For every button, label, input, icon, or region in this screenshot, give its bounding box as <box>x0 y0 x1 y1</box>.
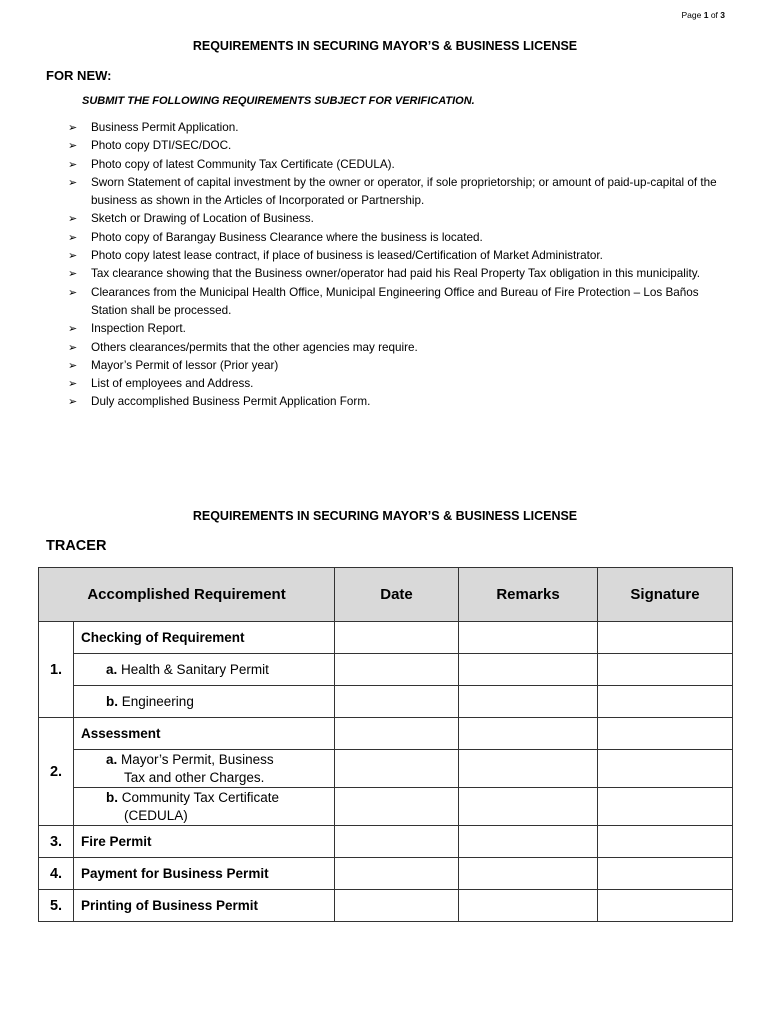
arrow-bullet-icon: ➢ <box>68 122 78 134</box>
remarks-cell[interactable] <box>459 622 598 654</box>
sub-requirement-cell: a. Health & Sanitary Permit <box>74 654 335 686</box>
list-item: ➢ Clearances from the Municipal Health Office, Municipal Engineering Office and Bureau of Fire Protection – Los Baños Station shall be processed. <box>68 285 699 317</box>
arrow-bullet-icon: ➢ <box>68 213 78 226</box>
remarks-cell[interactable] <box>459 788 598 826</box>
header-signature: Signature <box>598 568 733 622</box>
signature-cell[interactable] <box>598 750 733 788</box>
arrow-bullet-icon: ➢ <box>68 378 78 391</box>
list-item: ➢ Tax clearance showing that the Business owner/operator had paid his Real Property Tax obligation in this municipality. <box>68 265 728 283</box>
for-new-heading: FOR NEW: <box>46 68 112 83</box>
row-number: 5. <box>39 890 74 922</box>
arrow-bullet-icon: ➢ <box>68 158 78 171</box>
date-cell[interactable] <box>335 622 459 654</box>
requirement-cell: Checking of Requirement <box>74 622 335 654</box>
arrow-bullet-icon: ➢ <box>68 176 78 189</box>
tracer-section-title: REQUIREMENTS IN SECURING MAYOR’S & BUSINESS LICENSE <box>192 509 578 523</box>
document-title: REQUIREMENTS IN SECURING MAYOR’S & BUSINESS LICENSE <box>192 39 578 53</box>
requirement-cell: Printing of Business Permit <box>74 890 335 922</box>
list-item: ➢ Sketch or Drawing of Location of Business. <box>68 210 728 228</box>
arrow-bullet-icon: ➢ <box>68 140 78 153</box>
list-item: ➢ Business Permit Application. <box>68 119 728 137</box>
requirement-cell: Fire Permit <box>74 826 335 858</box>
signature-cell[interactable] <box>598 858 733 890</box>
date-cell[interactable] <box>335 858 459 890</box>
requirement-cell: Assessment <box>74 718 335 750</box>
list-item: ➢ Photo copy latest lease contract, if place of business is leased/Certification of Market Administrator. <box>68 247 728 265</box>
arrow-bullet-icon: ➢ <box>68 268 78 281</box>
table-header-row <box>39 568 733 622</box>
list-item: ➢ List of employees and Address. <box>68 375 728 393</box>
list-item: ➢ Photo copy DTI/SEC/DOC. <box>68 137 728 155</box>
header-date: Date <box>335 568 459 622</box>
tracer-table <box>38 567 733 922</box>
arrow-bullet-icon: ➢ <box>68 323 78 336</box>
arrow-bullet-icon: ➢ <box>68 286 78 299</box>
remarks-cell[interactable] <box>459 718 598 750</box>
signature-cell[interactable] <box>598 890 733 922</box>
row-number: 4. <box>39 858 74 890</box>
list-item: ➢ Duly accomplished Business Permit Application Form. <box>68 393 728 411</box>
header-accomplished-requirement: Accomplished Requirement <box>39 568 335 622</box>
list-item: ➢ Photo copy of Barangay Business Clearance where the business is located. <box>68 229 728 247</box>
table-row <box>39 686 733 718</box>
remarks-cell[interactable] <box>459 826 598 858</box>
date-cell[interactable] <box>335 654 459 686</box>
table-row <box>39 718 733 750</box>
list-item: ➢ Mayor’s Permit of lessor (Prior year) <box>68 357 728 375</box>
tracer-heading: TRACER <box>46 538 107 554</box>
signature-cell[interactable] <box>598 686 733 718</box>
arrow-bullet-icon: ➢ <box>68 250 78 263</box>
table-row <box>39 858 733 890</box>
sub-requirement-cell: b. Community Tax Certificate (CEDULA) <box>74 788 335 826</box>
table-row <box>39 654 733 686</box>
table-row <box>39 622 733 654</box>
signature-cell[interactable] <box>598 622 733 654</box>
sub-requirement-cell: a. Mayor’s Permit, Business Tax and other Charges. <box>74 750 335 788</box>
header-remarks: Remarks <box>459 568 598 622</box>
remarks-cell[interactable] <box>459 750 598 788</box>
table-row <box>39 826 733 858</box>
remarks-cell[interactable] <box>459 686 598 718</box>
arrow-bullet-icon: ➢ <box>68 231 78 244</box>
list-item: ➢ Inspection Report. <box>68 320 728 338</box>
signature-cell[interactable] <box>598 826 733 858</box>
list-item: ➢ Others clearances/permits that the other agencies may require. <box>68 339 728 357</box>
row-number: 3. <box>39 826 74 858</box>
date-cell[interactable] <box>335 890 459 922</box>
date-cell[interactable] <box>335 686 459 718</box>
signature-cell[interactable] <box>598 788 733 826</box>
date-cell[interactable] <box>335 826 459 858</box>
arrow-bullet-icon: ➢ <box>68 359 78 372</box>
arrow-bullet-icon: ➢ <box>68 396 78 409</box>
arrow-bullet-icon: ➢ <box>68 341 78 354</box>
requirements-list <box>68 119 728 412</box>
table-row <box>39 750 733 788</box>
date-cell[interactable] <box>335 718 459 750</box>
date-cell[interactable] <box>335 788 459 826</box>
date-cell[interactable] <box>335 750 459 788</box>
sub-requirement-cell: b. Engineering <box>74 686 335 718</box>
table-row <box>39 788 733 826</box>
remarks-cell[interactable] <box>459 654 598 686</box>
row-number: 1. <box>39 622 74 718</box>
remarks-cell[interactable] <box>459 858 598 890</box>
row-number: 2. <box>39 718 74 826</box>
list-item: ➢ Sworn Statement of capital investment by the owner or operator, if sole proprietorship; or amount of paid-up-capital of the business as shown in the Articles of Incorporated or Partnership. <box>68 175 717 208</box>
remarks-cell[interactable] <box>459 890 598 922</box>
signature-cell[interactable] <box>598 718 733 750</box>
list-item: ➢ Photo copy of latest Community Tax Certificate (CEDULA). <box>68 156 728 174</box>
submit-instruction: SUBMIT THE FOLLOWING REQUIREMENTS SUBJECT FOR VERIFICATION. <box>82 95 475 107</box>
requirement-cell: Payment for Business Permit <box>74 858 335 890</box>
table-row <box>39 890 733 922</box>
page-number: Page 1 of 3 <box>681 10 725 20</box>
signature-cell[interactable] <box>598 654 733 686</box>
